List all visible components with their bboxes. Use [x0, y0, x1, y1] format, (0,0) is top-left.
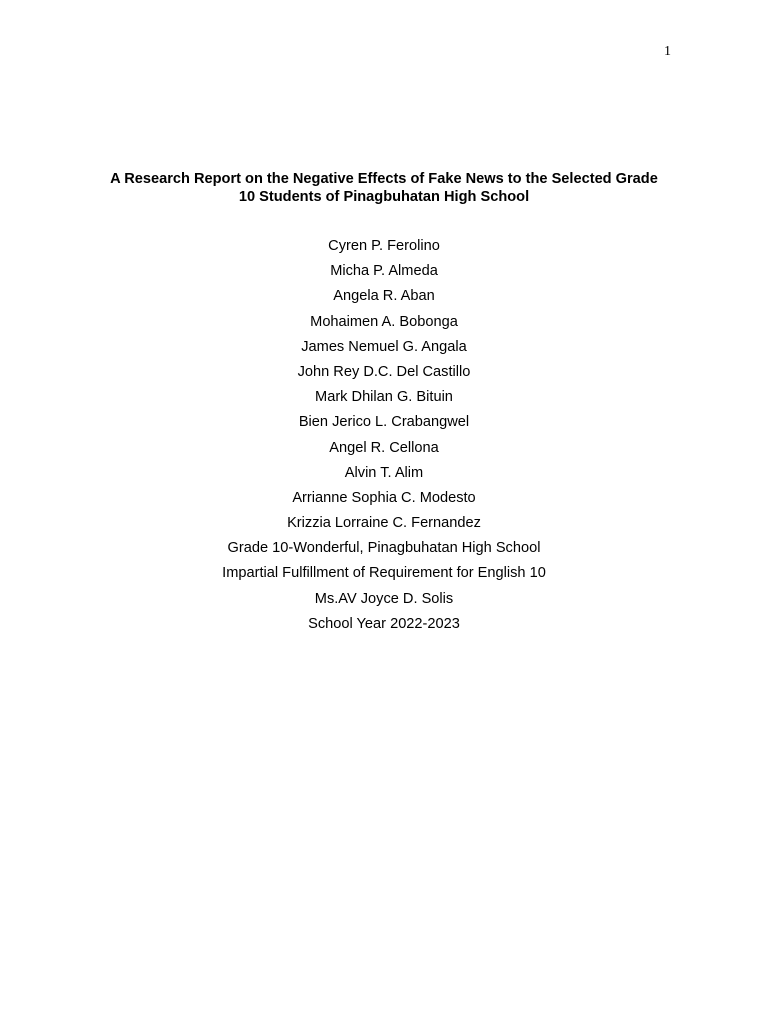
author-name: Alvin T. Alim [344, 464, 424, 481]
author-name: Angel R. Cellona [329, 439, 439, 456]
author-name: Mark Dhilan G. Bituin [315, 389, 453, 406]
author-name: Cyren P. Ferolino [328, 238, 440, 254]
report-title-line-2: 10 Students of Pinagbuhatan High School [238, 188, 530, 205]
page-number: 1 [664, 44, 671, 59]
author-name: Mohaimen A. Bobonga [310, 313, 458, 330]
requirement-statement: Impartial Fulfillment of Requirement for English 10 [222, 565, 546, 582]
author-name: Micha P. Almeda [330, 263, 438, 280]
author-name: Angela R. Aban [333, 288, 435, 305]
author-name: James Nemuel G. Angala [301, 338, 467, 355]
author-name: Krizzia Lorraine C. Fernandez [287, 515, 481, 532]
author-name: John Rey D.C. Del Castillo [297, 363, 471, 380]
title-page-details [84, 236, 684, 639]
teacher-name: Ms.AV Joyce D. Solis [314, 590, 454, 607]
school-year: School Year 2022-2023 [308, 615, 460, 632]
author-name: Arrianne Sophia C. Modesto [292, 489, 476, 506]
section-and-school: Grade 10-Wonderful, Pinagbuhatan High School [227, 540, 541, 557]
report-title [60, 171, 708, 206]
report-title-line-1: A Research Report on the Negative Effects of Fake News to the Selected Grade [110, 171, 658, 187]
author-name: Bien Jerico L. Crabangwel [298, 414, 470, 431]
